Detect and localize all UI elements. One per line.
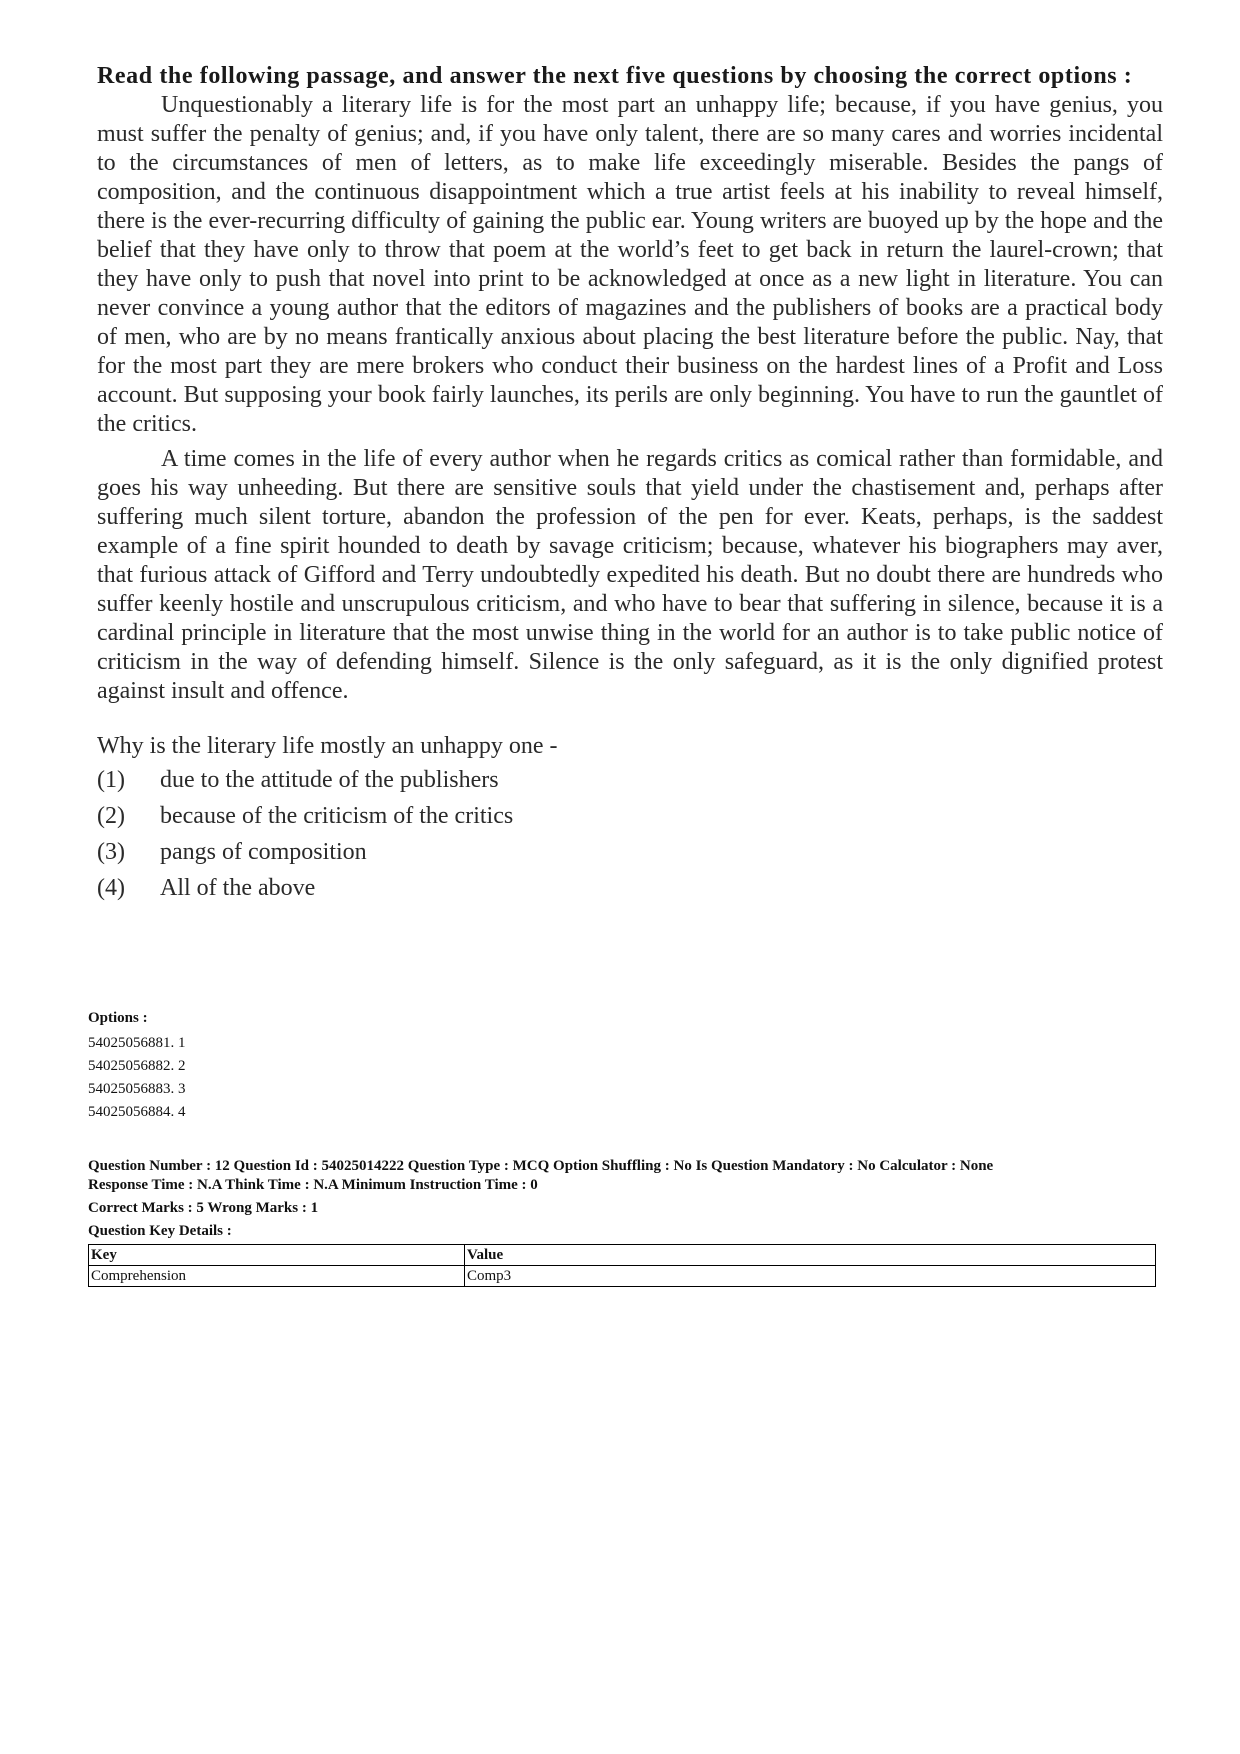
choice-4 xyxy=(97,874,1163,910)
key-details-title: Question Key Details : xyxy=(88,1223,232,1239)
question-info-line-2: Response Time : N.A Think Time : N.A Minimum Instruction Time : 0 xyxy=(88,1177,538,1193)
choice-3 xyxy=(97,838,1163,874)
option-item: 54025056884. 4 xyxy=(88,1104,186,1120)
passage-heading: Read the following passage, and answer the next five questions by choosing the correct options : xyxy=(97,63,1133,89)
option-item: 54025056882. 2 xyxy=(88,1058,186,1074)
table-cell-value: Comp3 xyxy=(465,1266,1156,1287)
table-cell-key: Comprehension xyxy=(89,1266,465,1287)
key-details-table xyxy=(88,1244,1156,1287)
question-stem: Why is the literary life mostly an unhappy one - xyxy=(97,733,558,759)
option-item: 54025056883. 3 xyxy=(88,1081,186,1097)
table-header-row xyxy=(89,1245,1156,1266)
passage-paragraph-2: A time comes in the life of every author when he regards critics as comical rather than formidable, and goes his way unheeding. But there are sensitive souls that yield under the chastisement and, perhaps after suffering much silent torture, abandon the profession of the pen for ever. Keats, perhaps, is the saddest example of a fine spirit hounded to death by savage criticism; because, whatever his biographers may aver, that furious attack of Gifford and Terry undoubtedly expedited his death. But no doubt there are hundreds who suffer keenly hostile and unscrupulous criticism, and who have to bear that suffering in silence, because it is a cardinal principle in literature that the most unwise thing in the world for an author is to take public notice of criticism in the way of defending himself. Silence is the only safeguard, as it is the only dignified protest against insult and offence. xyxy=(97,446,1163,704)
table-header-key: Key xyxy=(89,1245,465,1266)
passage-paragraph-1: Unquestionably a literary life is for the most part an unhappy life; because, if you have genius, you must suffer the penalty of genius; and, if you have only talent, there are so many cares and worries incidental to the circumstances of men of letters, as to make life exceedingly miserable. Besides the pangs of composition, and the continuous disappointment which a true artist feels at his inability to reveal himself, there is the ever-recurring difficulty of gaining the public ear. Young writers are buoyed up by the hope and the belief that they have only to throw that poem at the world’s feet to get back in return the laurel-crown; that they have only to push that novel into print to be acknowledged at once as a new light in literature. You can never convince a young author that the editors of magazines and the publishers of books are a practical body of men, who are by no means frantically anxious about placing the best literature before the public. Nay, that for the most part they are mere brokers who conduct their business on the hardest lines of a Profit and Loss account. But supposing your book fairly launches, its perils are only beginning. You have to run the gauntlet of the critics. xyxy=(97,92,1163,437)
choice-text: pangs of composition xyxy=(160,839,367,865)
choice-text: due to the attitude of the publishers xyxy=(160,767,499,793)
option-item: 54025056881. 1 xyxy=(88,1035,186,1051)
table-row xyxy=(89,1266,1156,1287)
choice-number: (3) xyxy=(97,839,125,865)
choice-1 xyxy=(97,766,1163,802)
options-section xyxy=(88,1008,1158,1124)
marks-line: Correct Marks : 5 Wrong Marks : 1 xyxy=(88,1200,319,1216)
choice-2 xyxy=(97,802,1163,838)
table-header-value: Value xyxy=(465,1245,1156,1266)
choice-number: (2) xyxy=(97,803,125,829)
choice-number: (1) xyxy=(97,767,125,793)
question-info-line-1: Question Number : 12 Question Id : 54025014222 Question Type : MCQ Option Shuffling : No Is Question Mandatory : No Calculator : None xyxy=(88,1158,994,1174)
question-info-section xyxy=(88,1157,1158,1241)
options-title: Options : xyxy=(88,1010,148,1026)
choice-number: (4) xyxy=(97,875,125,901)
choice-text: because of the criticism of the critics xyxy=(160,803,514,829)
choice-text: All of the above xyxy=(160,875,316,901)
passage-section xyxy=(97,62,1163,910)
